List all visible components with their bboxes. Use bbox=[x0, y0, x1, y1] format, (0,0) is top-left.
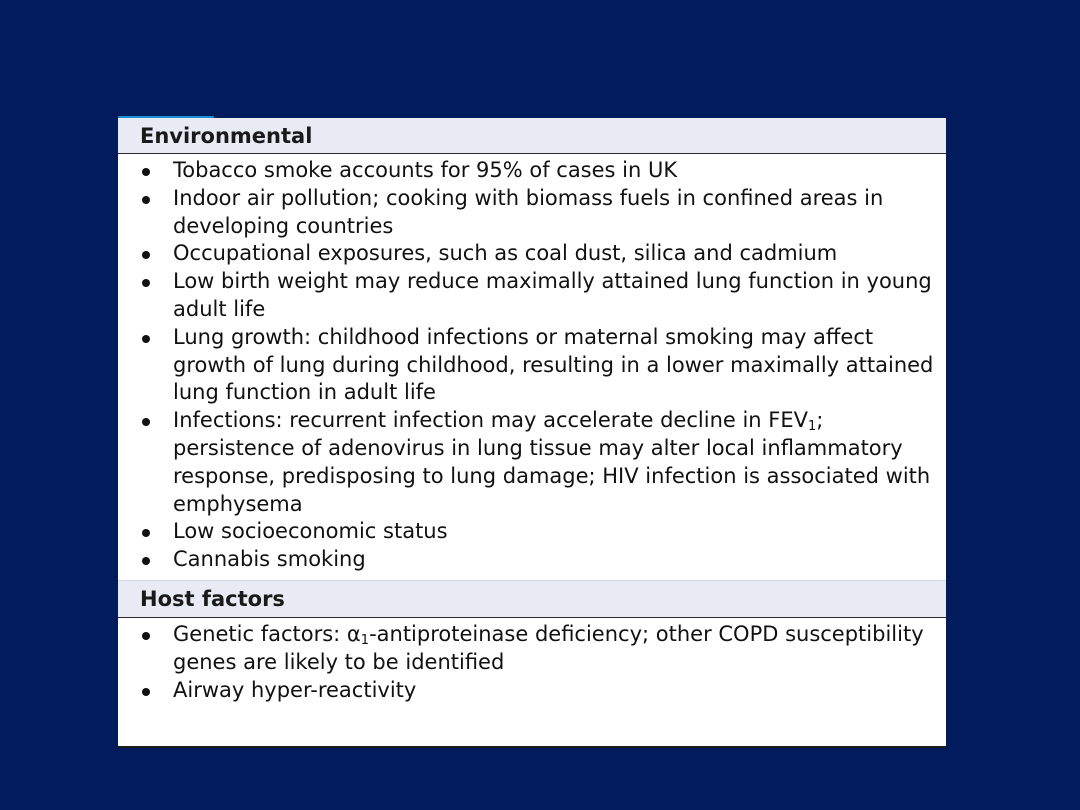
list-item: Indoor air pollution; cooking with biomass fuels in confined areas in developing countries bbox=[140, 185, 936, 241]
list-item: Infections: recurrent infection may accelerate decline in $FEV_1$; persistence of adenovirus in lung tissue may alter local inflammatory response, predisposing to lung damage; HIV infection is associated with emphysema bbox=[140, 407, 936, 518]
risk-factors-table bbox=[118, 118, 946, 748]
list-item: Tobacco smoke accounts for 95% of cases in UK bbox=[140, 157, 936, 185]
bullet-icon bbox=[142, 557, 150, 565]
environmental-header: Environmental bbox=[118, 118, 946, 154]
bullet-icon bbox=[142, 529, 150, 537]
list-item: Cannabis smoking bbox=[140, 546, 936, 574]
bullet-icon bbox=[142, 251, 150, 259]
list-item: Low socioeconomic status bbox=[140, 518, 936, 546]
bullet-icon bbox=[142, 168, 150, 176]
bullet-icon bbox=[142, 196, 150, 204]
alpha-subscript: 1 bbox=[360, 632, 370, 648]
host-factors-list bbox=[118, 618, 946, 704]
bullet-icon bbox=[142, 688, 150, 696]
bullet-icon bbox=[142, 418, 150, 426]
list-item: Occupational exposures, such as coal dust, silica and cadmium bbox=[140, 240, 936, 268]
list-item: Lung growth: childhood infections or maternal smoking may affect growth of lung during childhood, resulting in a lower maximally attained lung function in adult life bbox=[140, 324, 936, 407]
environmental-list bbox=[118, 154, 946, 580]
list-item: Low birth weight may reduce maximally attained lung function in young adult life bbox=[140, 268, 936, 324]
list-item: Airway hyper-reactivity bbox=[140, 677, 936, 705]
host-factors-header: Host factors bbox=[118, 580, 946, 618]
bullet-icon bbox=[142, 632, 150, 640]
list-item: Genetic factors: $\alpha_1$-antiproteinase deficiency; other COPD susceptibility genes are likely to be identified bbox=[140, 621, 936, 677]
bullet-icon bbox=[142, 335, 150, 343]
fev-subscript: 1 bbox=[808, 419, 817, 435]
bullet-icon bbox=[142, 279, 150, 287]
